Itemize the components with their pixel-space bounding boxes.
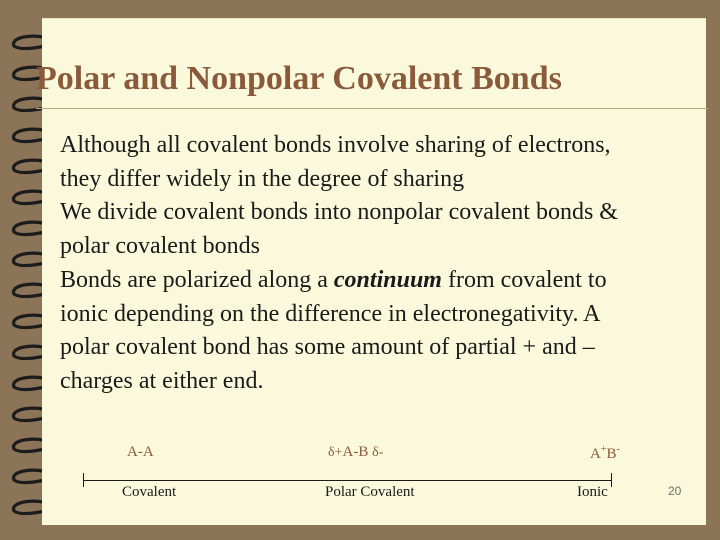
ionic-anion-charge: - — [616, 444, 620, 455]
slide-body — [60, 129, 650, 399]
axis-tick-left — [83, 473, 84, 487]
axis-label-covalent: Covalent — [122, 484, 177, 500]
ionic-anion: B — [606, 446, 617, 462]
paragraph-sharing: Although all covalent bonds involve sharing of electrons, they differ widely in the degree of sharing — [60, 132, 611, 192]
axis-label-ionic: Ionic — [577, 484, 608, 500]
slide-number: 20 — [668, 484, 682, 498]
delta-minus: δ- — [372, 445, 384, 460]
paragraph-continuum — [60, 264, 650, 399]
ionic-cation-charge: + — [600, 444, 607, 455]
paragraph-continuum-start: Bonds are polarized along a — [60, 266, 334, 293]
delta-plus: δ+ — [328, 445, 343, 460]
polar-bond: A-B — [342, 444, 373, 460]
ionic-cation: A — [590, 446, 601, 462]
bond-continuum-axis — [83, 480, 611, 481]
nonpolar-formula: A-A — [127, 444, 154, 460]
axis-label-polar-covalent: Polar Covalent — [325, 484, 415, 500]
slide-title: Polar and Nonpolar Covalent Bonds — [36, 60, 562, 97]
polar-formula — [328, 444, 383, 461]
ionic-formula — [590, 444, 620, 463]
paragraph-continuum-end: from covalent to ionic depending on the difference in electronegativity. A polar covalent bond has some amount of partial + and – charges at either end. — [60, 266, 607, 394]
axis-tick-right — [611, 473, 612, 487]
continuum-emphasis: continuum — [333, 266, 442, 293]
title-divider — [36, 108, 708, 109]
paragraph-divide: We divide covalent bonds into nonpolar covalent bonds & polar covalent bonds — [60, 199, 618, 260]
